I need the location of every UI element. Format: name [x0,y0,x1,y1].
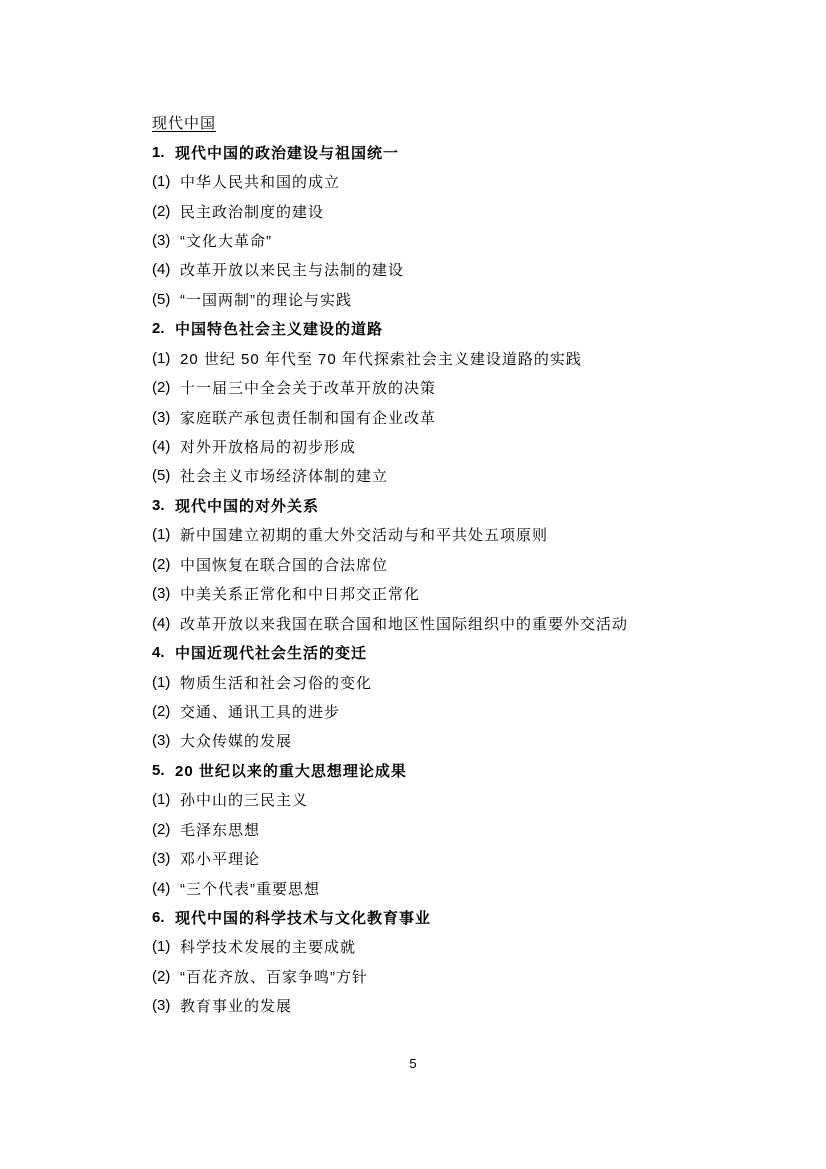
section-title: 现代中国的政治建设与祖国统一 [175,144,400,162]
item-marker: (4) [152,879,171,897]
outline-item [152,962,712,991]
section-number: 6. [152,909,165,927]
item-marker: (5) [152,467,171,485]
item-text: 科学技术发展的主要成就 [180,939,357,957]
outline-item [152,196,712,225]
outline-item [152,167,712,196]
item-marker: (4) [152,614,171,632]
item-text: 家庭联产承包责任制和国有企业改革 [180,409,437,427]
item-marker: (1) [152,349,171,367]
item-marker: (3) [152,732,171,750]
outline-item [152,815,712,844]
outline-item [152,697,712,726]
item-text: 民主政治制度的建设 [180,203,325,221]
item-marker: (2) [152,820,171,838]
item-text: “百花齐放、百家争鸣”方针 [180,968,368,986]
item-marker: (4) [152,438,171,456]
section-title: 中国近现代社会生活的变迁 [175,645,368,663]
outline-item [152,726,712,755]
section-title: 现代中国的对外关系 [175,497,320,515]
item-text: 中国恢复在联合国的合法席位 [180,556,389,574]
document-heading [152,108,712,137]
section-number: 3. [152,496,165,514]
outline-item [152,226,712,255]
section-title: 中国特色社会主义建设的道路 [175,321,384,339]
item-text: 孙中山的三民主义 [180,792,309,810]
item-text: 毛泽东思想 [180,821,261,839]
outline-item [152,402,712,431]
item-text: 新中国建立初期的重大外交活动与和平共处五项原则 [180,527,549,545]
section-heading-1 [152,137,712,166]
item-marker: (1) [152,938,171,956]
outline-item [152,667,712,696]
item-text: 中华人民共和国的成立 [180,174,341,192]
section-number: 2. [152,320,165,338]
item-text: “文化大革命” [180,232,272,250]
outline-item [152,344,712,373]
item-marker: (3) [152,850,171,868]
outline-item [152,285,712,314]
item-text: 十一届三中全会关于改革开放的决策 [180,380,437,398]
item-marker: (1) [152,526,171,544]
item-marker: (2) [152,967,171,985]
outline-item [152,608,712,637]
outline-item [152,550,712,579]
document-heading-text: 现代中国 [152,115,217,133]
outline-item [152,785,712,814]
item-marker: (2) [152,702,171,720]
item-text: 交通、通讯工具的进步 [180,703,341,721]
outline-item [152,991,712,1020]
item-text: “三个代表”重要思想 [180,880,320,898]
item-marker: (2) [152,379,171,397]
item-text: 大众传媒的发展 [180,733,293,751]
item-marker: (4) [152,261,171,279]
section-heading-4 [152,638,712,667]
item-text: 对外开放格局的初步形成 [180,439,357,457]
item-marker: (3) [152,408,171,426]
section-title: 现代中国的科学技术与文化教育事业 [175,910,432,928]
section-number: 4. [152,644,165,662]
outline-item [152,932,712,961]
item-text: 教育事业的发展 [180,998,293,1016]
item-text: 20 世纪 50 年代至 70 年代探索社会主义建设道路的实践 [180,350,582,368]
section-number: 5. [152,761,165,779]
outline-item [152,844,712,873]
item-marker: (2) [152,202,171,220]
outline-item [152,255,712,284]
item-marker: (1) [152,173,171,191]
page-content [152,108,712,1021]
item-marker: (1) [152,673,171,691]
outline-item [152,579,712,608]
item-text: 改革开放以来我国在联合国和地区性国际组织中的重要外交活动 [180,615,629,633]
outline-item [152,432,712,461]
item-text: 中美关系正常化和中日邦交正常化 [180,586,421,604]
item-text: 物质生活和社会习俗的变化 [180,674,373,692]
section-title: 20 世纪以来的重大思想理论成果 [175,762,407,780]
outline-item [152,461,712,490]
section-number: 1. [152,143,165,161]
outline-item [152,520,712,549]
section-heading-3 [152,491,712,520]
item-text: 社会主义市场经济体制的建立 [180,468,389,486]
item-marker: (3) [152,231,171,249]
outline-item [152,373,712,402]
item-text: 改革开放以来民主与法制的建设 [180,262,405,280]
item-marker: (3) [152,585,171,603]
item-marker: (2) [152,555,171,573]
item-marker: (5) [152,290,171,308]
item-text: 邓小平理论 [180,851,261,869]
item-marker: (3) [152,997,171,1015]
section-heading-6 [152,903,712,932]
section-heading-2 [152,314,712,343]
section-heading-5 [152,756,712,785]
outline-item [152,873,712,902]
item-marker: (1) [152,791,171,809]
item-text: “一国两制”的理论与实践 [180,291,352,309]
page-number: 5 [409,1056,417,1071]
